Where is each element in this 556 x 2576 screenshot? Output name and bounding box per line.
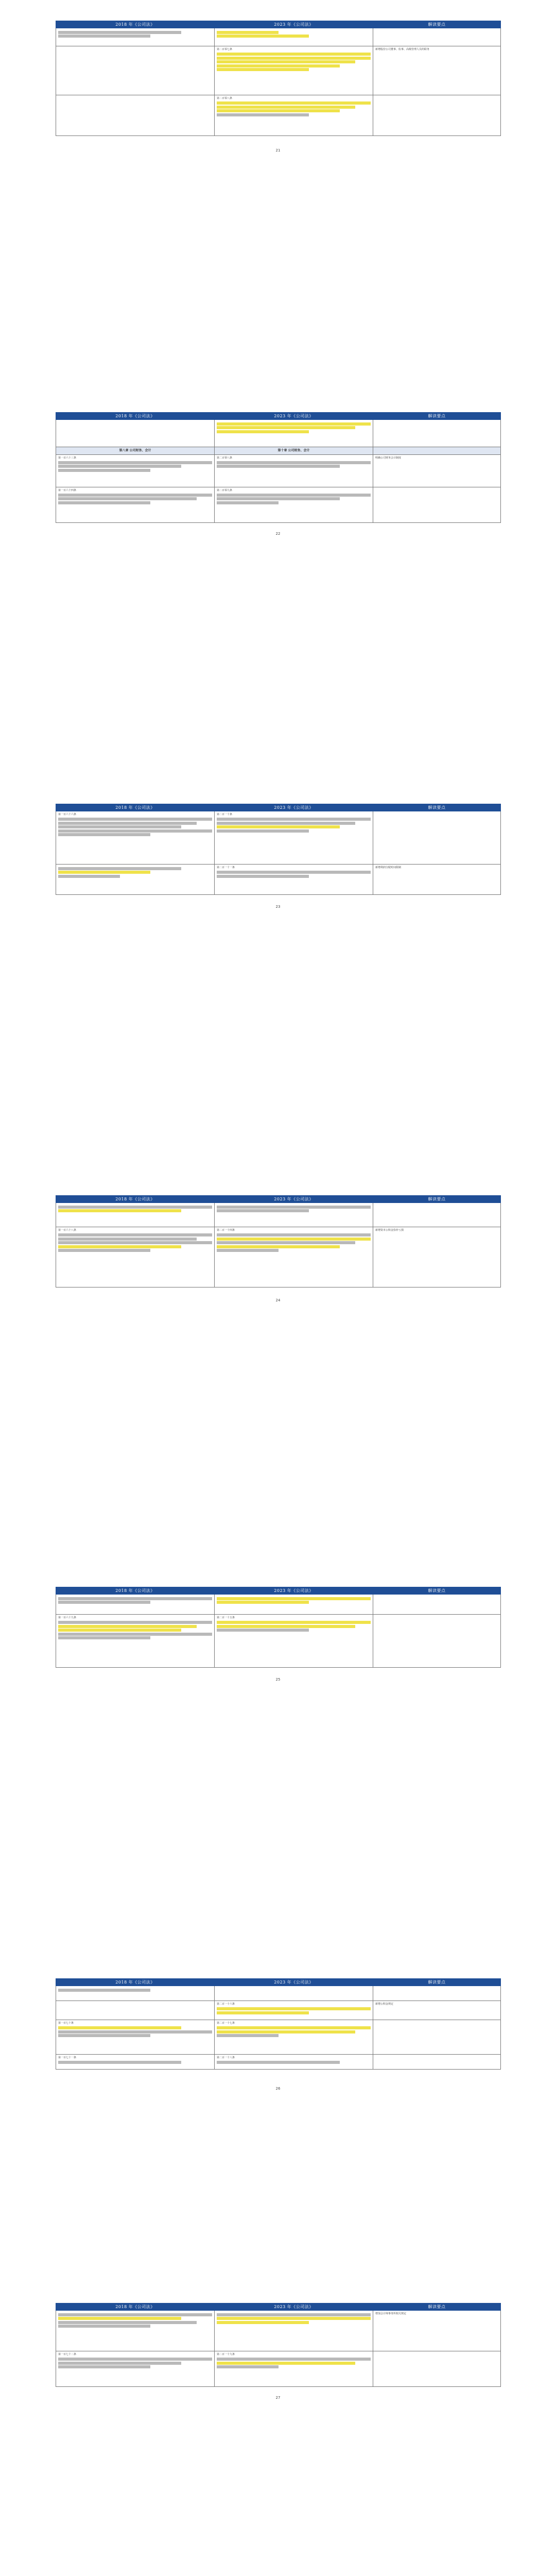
page-1 <box>56 21 500 152</box>
article-label: 第一百六十四条 <box>58 488 77 492</box>
header-notes: 解读要点 <box>373 21 501 28</box>
table-row <box>56 95 501 136</box>
header-2023: 2023 年《公司法》 <box>215 21 373 28</box>
comparison-table <box>56 412 501 523</box>
table-header <box>56 1587 501 1595</box>
comparison-table <box>56 1587 501 1668</box>
header-2023: 2023 年《公司法》 <box>215 1979 373 1986</box>
comparison-table <box>56 804 501 895</box>
article-label: 第一百七十条 <box>58 2022 74 2025</box>
header-2023: 2023 年《公司法》 <box>215 1196 373 1203</box>
section-title-2023: 第十章 公司财务、会计 <box>215 447 373 455</box>
table-row <box>56 487 501 522</box>
section-title-2018: 第八章 公司财务、会计 <box>56 447 215 455</box>
page-number: 27 <box>275 2396 281 2400</box>
table-row <box>56 865 501 895</box>
table-row <box>56 1203 501 1227</box>
article-label: 第二百一十八条 <box>217 2056 235 2059</box>
page-5 <box>56 1587 500 1682</box>
page-2 <box>56 412 500 536</box>
header-notes: 解读要点 <box>373 413 501 420</box>
table-row <box>56 454 501 487</box>
table-row <box>56 28 501 46</box>
page-number: 26 <box>275 2087 281 2091</box>
article-label: 第二百一十四条 <box>217 1229 235 1232</box>
article-label: 第一百七十一条 <box>58 2056 77 2059</box>
page-7 <box>56 2303 500 2400</box>
header-notes: 解读要点 <box>373 804 501 811</box>
article-label: 第二百一十七条 <box>217 2022 235 2025</box>
page-6 <box>56 1978 500 2091</box>
table-row <box>56 2020 501 2055</box>
table-row <box>56 2001 501 2020</box>
page-number: 21 <box>275 148 281 152</box>
table-header <box>56 2303 501 2311</box>
note-text: 新增股份公司董事、监事、高级管理人员的职务 <box>375 48 430 51</box>
note-text: 新增利润分配时间限制 <box>375 866 402 869</box>
note-text: 增加会计师事务所相关规定 <box>375 2312 407 2315</box>
table-row <box>56 1227 501 1287</box>
table-row <box>56 1986 501 2001</box>
page-4 <box>56 1195 500 1302</box>
table-row <box>56 2351 501 2387</box>
table-row <box>56 1615 501 1668</box>
header-2018: 2018 年《公司法》 <box>56 1587 215 1595</box>
page-3 <box>56 804 500 909</box>
article-label: 第二百零九条 <box>217 488 233 492</box>
table-row <box>56 811 501 865</box>
header-notes: 解读要点 <box>373 1587 501 1595</box>
header-2023: 2023 年《公司法》 <box>215 804 373 811</box>
article-label: 第二百零八条 <box>217 97 233 100</box>
header-2018: 2018 年《公司法》 <box>56 413 215 420</box>
table-header <box>56 1979 501 1986</box>
header-2018: 2018 年《公司法》 <box>56 1979 215 1986</box>
table-header <box>56 1196 501 1203</box>
header-2018: 2018 年《公司法》 <box>56 21 215 28</box>
table-row <box>56 46 501 95</box>
table-row <box>56 2055 501 2070</box>
comparison-table <box>56 1978 501 2070</box>
header-2023: 2023 年《公司法》 <box>215 1587 373 1595</box>
header-2018: 2018 年《公司法》 <box>56 2303 215 2311</box>
table-row <box>56 1595 501 1615</box>
article-label: 第二百零七条 <box>217 48 233 51</box>
article-label: 第一百六十六条 <box>58 813 77 816</box>
page-number: 24 <box>275 1298 281 1302</box>
article-label: 第二百一十九条 <box>217 2353 235 2356</box>
article-label: 第二百一十五条 <box>217 1616 235 1619</box>
note-text: 明确公司财务会计制度 <box>375 456 402 460</box>
header-2023: 2023 年《公司法》 <box>215 413 373 420</box>
article-label: 第一百六十三条 <box>58 456 77 460</box>
article-label: 第一百六十八条 <box>58 1229 77 1232</box>
table-header <box>56 804 501 811</box>
article-label: 第二百一十一条 <box>217 866 235 869</box>
table-row <box>56 420 501 447</box>
page-number: 22 <box>275 532 281 536</box>
article-label: 第二百一十条 <box>217 813 233 816</box>
header-notes: 解读要点 <box>373 1196 501 1203</box>
header-2018: 2018 年《公司法》 <box>56 804 215 811</box>
note-text: 新增公积金规定 <box>375 2003 394 2006</box>
table-header <box>56 413 501 420</box>
header-2018: 2018 年《公司法》 <box>56 1196 215 1203</box>
header-notes: 解读要点 <box>373 2303 501 2311</box>
table-header <box>56 21 501 28</box>
page-number: 23 <box>275 905 281 909</box>
section-row <box>56 447 501 455</box>
header-notes: 解读要点 <box>373 1979 501 1986</box>
article-label: 第二百零八条 <box>217 456 233 460</box>
comparison-table <box>56 1195 501 1287</box>
article-label: 第一百七十二条 <box>58 2353 77 2356</box>
comparison-table <box>56 2303 501 2387</box>
header-2023: 2023 年《公司法》 <box>215 2303 373 2311</box>
article-label: 第一百六十九条 <box>58 1616 77 1619</box>
table-row <box>56 2311 501 2351</box>
article-label: 第二百一十六条 <box>217 2003 235 2006</box>
comparison-table <box>56 21 501 136</box>
page-number: 25 <box>275 1677 281 1682</box>
note-text: 新增资本公积金弥补亏损 <box>375 1229 404 1232</box>
